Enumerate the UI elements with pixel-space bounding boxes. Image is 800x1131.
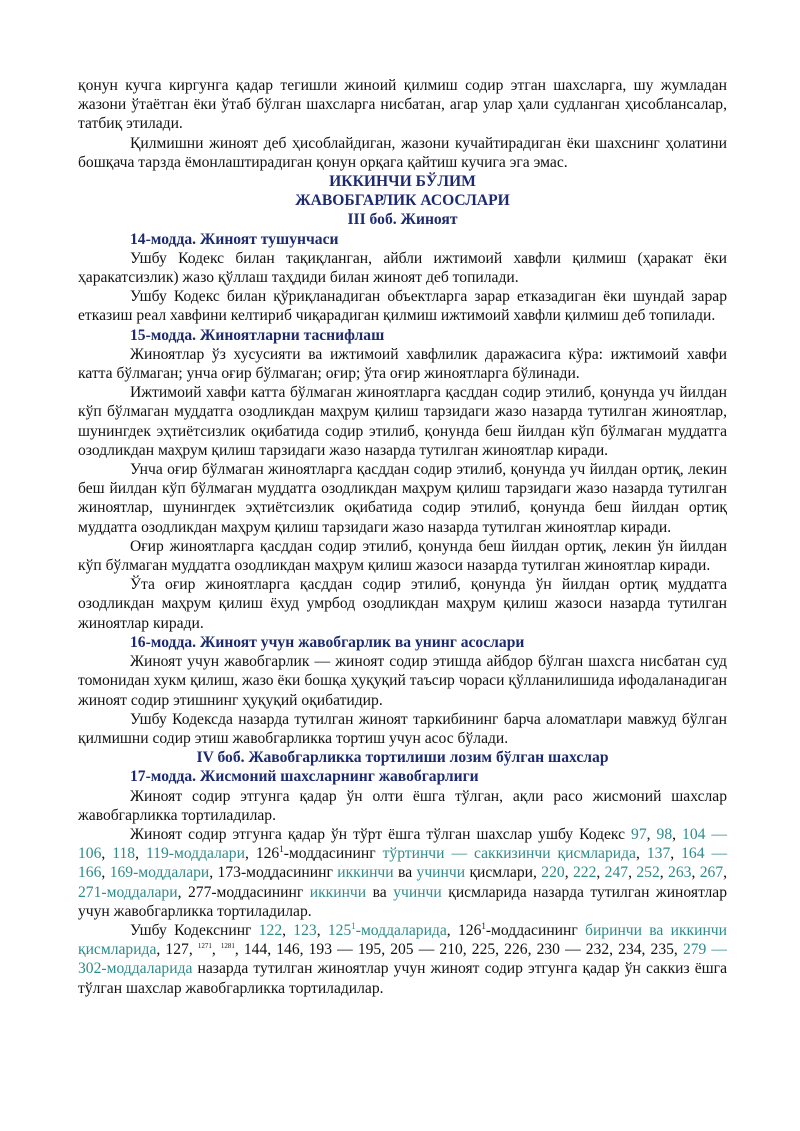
- text: ,: [691, 864, 700, 882]
- superscript: [221, 942, 235, 950]
- article-link[interactable]: 279 — 302-моддаларида: [78, 941, 728, 978]
- text: ,: [135, 845, 146, 863]
- text: ,: [670, 845, 682, 863]
- article-link[interactable]: 118: [112, 845, 136, 863]
- intro-paragraph: Қилмишни жиноят деб ҳисоблайдиган, жазони кучайтирадиган ёки шахснинг ҳолатини бошқача тарзда ёмонлаштирадиган қонун орқага қайтиш кучига эга эмас.: [78, 134, 727, 171]
- tiny-text: 128: [220, 941, 232, 950]
- tiny-text: 1: [231, 941, 235, 950]
- article-link[interactable]: 97: [631, 825, 647, 843]
- article-link[interactable]: 263: [668, 864, 692, 882]
- article-link[interactable]: 164 — 166: [78, 845, 728, 882]
- tiny-text: 1: [208, 941, 212, 950]
- article-link[interactable]: 271-моддалари: [78, 883, 178, 901]
- paragraph-with-links: [78, 921, 727, 998]
- paragraph-with-links: [78, 825, 727, 921]
- link-text: -моддаларида: [355, 921, 447, 939]
- text: , 277-моддасининг: [177, 883, 310, 901]
- article-title-15: 15-модда. Жиноятларни таснифлаш: [130, 326, 385, 344]
- text: ,: [211, 941, 221, 959]
- superscript: 1: [351, 920, 356, 931]
- superscript: 1: [481, 920, 486, 931]
- paragraph: Ижтимоий хавфи катта бўлмаган жиноятларга қасддан содир этилиб, қонунда уч йилдан кўп бўлмаган муддатга озодликдан маҳрум қилиш тарзидаги жазо назарда тутилган жиноятлар, шунингдек эҳтиётсизлик оқибатида содир этилиб, қонунда беш йилдан кўп бўлмаган муддатга озодликдан маҳрум қилиш тарзидаги жазо назарда тутилган жиноятлар киради.: [78, 384, 727, 459]
- text: назарда тутилган жиноятлар учун жиноят содир этгунга қадар ўн саккиз ёшга тўлган шахслар жавобгарликка тортиладилар.: [78, 960, 727, 997]
- text: ,: [564, 864, 573, 882]
- text: қисмларида назарда тутилган жиноятлар учун жавобгарликка тортиладилар.: [78, 883, 727, 920]
- article-link[interactable]: [328, 922, 447, 939]
- text: , 144, 146, 193 — 195, 205 — 210, 225, 226, 230 — 232, 234, 235,: [234, 941, 683, 959]
- article-link[interactable]: 98: [656, 825, 673, 843]
- paragraph: Оғир жиноятларга қасддан содир этилиб, қонунда беш йилдан ортиқ, лекин ўн йилдан кўп бўлмаган муддатга озодликдан маҳрум қилиш жазоси назарда тутилган жиноятлар киради.: [78, 537, 727, 575]
- text: , 126: [244, 845, 280, 863]
- superscript: [198, 942, 212, 950]
- paragraph: Ушбу Кодекс билан тақиқланган, айбли ижтимоий хавфли қилмиш (ҳаракат ёки ҳаракатсизлик) жазо қўллаш таҳдиди билан жиноят деб топилади.: [78, 249, 727, 287]
- article-title-17: 17-модда. Жисмоний шахсларнинг жавобгарлиги: [130, 768, 479, 786]
- text: ва: [393, 864, 417, 882]
- text: Ушбу Кодекснинг: [130, 921, 259, 939]
- text: -моддасининг: [485, 921, 586, 939]
- text: қисмлари,: [465, 864, 542, 882]
- article-link[interactable]: 222: [572, 864, 597, 882]
- text: Жиноят содир этгунга қадар ўн тўрт ёшга тўлган шахслар ушбу Кодекс: [130, 825, 632, 843]
- article-link[interactable]: 169-моддалари: [109, 864, 210, 882]
- text: ,: [659, 864, 669, 882]
- text: , 127,: [156, 941, 198, 959]
- paragraph: Ушбу Кодекс билан қўриқланадиган объектларга зарар етказадиган ёки шундай зарар етказиш реал хавфини келтириб чиқарадиган қилмиш ижтимоий хавфли қилмиш деб топилади.: [78, 288, 727, 325]
- article-title-16: 16-модда. Жиноят учун жавобгарлик ва унинг асослари: [130, 633, 525, 651]
- article-link[interactable]: 267: [699, 864, 724, 882]
- article-link[interactable]: учинчи: [416, 864, 466, 882]
- article-link[interactable]: 220: [541, 864, 565, 882]
- paragraph: Жиноят учун жавобгарлик — жиноят содир этишда айбдор бўлган шахсга нисбатан суд томонидан хукм қилиш, жазо ёки бошқа ҳуқуқий таъсир чораси қўлланилишида ифодаланадиган жиноят содир этишнинг ҳуқуқий оқибатидир.: [78, 653, 727, 709]
- text: -моддасининг: [283, 845, 383, 863]
- part-title: ИККИНЧИ БЎЛИМ: [329, 173, 476, 191]
- article-link[interactable]: тўртинчи — саккизинчи қисмларида: [382, 845, 636, 863]
- chapter-title: IV боб. Жавобгарликка тортилиши лозим бўлган шахслар: [196, 749, 609, 767]
- article-link[interactable]: 247: [604, 864, 629, 882]
- paragraph: Жиноят содир этгунга қадар ўн олти ёшга тўлган, ақли расо жисмоний шахслар жавобгарликка тортиладилар.: [78, 787, 727, 824]
- article-title-14: 14-модда. Жиноят тушунчаси: [130, 230, 339, 248]
- article-link[interactable]: учинчи: [393, 883, 442, 901]
- text: ,: [596, 864, 605, 882]
- article-link[interactable]: 123: [293, 921, 317, 939]
- text: ва: [366, 883, 394, 901]
- article-link[interactable]: 122: [258, 921, 283, 939]
- text: ,: [316, 921, 328, 939]
- paragraph: Жиноятлар ўз хусусияти ва ижтимоий хавфлилик даражасига кўра: ижтимоий хавфи катта бўлмаган; унча оғир бўлмаган; оғир; ўта оғир жиноятларга бўлинади.: [78, 345, 727, 383]
- text: ,: [101, 864, 110, 882]
- paragraph: Унча оғир бўлмаган жиноятларга қасддан содир этилиб, қонунда уч йилдан ортиқ, лекин беш йилдан кўп бўлмаган муддатга озодликдан маҳрум қилиш тарзидаги жазо назарда тутилган жиноятлар, шунингдек эҳтиётсизлик оқибатида содир этилиб, қонунда беш йилдан ортиқ муддатга озодликдан маҳрум қилиш тарзидаги жазо назарда тутилган жиноятлар киради.: [78, 461, 727, 536]
- text: ,: [672, 825, 683, 843]
- article-link[interactable]: 104 — 106: [78, 825, 727, 863]
- article-link[interactable]: биринчи ва иккинчи қисмларида: [78, 921, 727, 959]
- article-link[interactable]: 252: [636, 864, 660, 882]
- paragraph: Ўта оғир жиноятларга қасддан содир этилиб, қонунда ўн йилдан ортиқ муддатга озодликдан маҳрум қилиш ёхуд умрбод озодликдан маҳрум қилиш жазоси назарда тутилган жиноятлар киради.: [78, 576, 727, 632]
- article-link[interactable]: иккинчи: [337, 864, 394, 882]
- superscript: 1: [279, 843, 284, 854]
- text: , 126: [446, 921, 482, 939]
- chapter-title: III боб. Жиноят: [347, 211, 458, 229]
- part-subtitle: ЖАВОБГАРЛИК АСОСЛАРИ: [295, 192, 510, 210]
- text: ,: [282, 921, 294, 939]
- text: , 173-моддасининг: [209, 864, 338, 882]
- link-text: 125: [327, 921, 352, 939]
- tiny-text: 127: [197, 941, 209, 950]
- article-link[interactable]: 119-моддалари: [145, 845, 245, 863]
- intro-paragraph: қонун кучга киргунга қадар тегишли жиноий қилмиш содир этган шахсларга, шу жумладан жазони ўтаётган ёки ўтаб бўлган шахсларга нисбатан, агар улар ҳали судланган ҳисоблансалар, татбиқ этилади.: [78, 77, 727, 133]
- article-link[interactable]: иккинчи: [309, 883, 367, 901]
- text: ,: [646, 825, 657, 843]
- text: ,: [723, 864, 728, 882]
- text: ,: [101, 845, 113, 863]
- paragraph: Ушбу Кодексда назарда тутилган жиноят таркибининг барча аломатлари мавжуд бўлган қилмишни содир этиш жавобгарликка тортиш учун асос бўлади.: [78, 710, 727, 747]
- text: ,: [635, 845, 647, 863]
- article-link[interactable]: 137: [646, 845, 671, 863]
- text: ,: [628, 864, 637, 882]
